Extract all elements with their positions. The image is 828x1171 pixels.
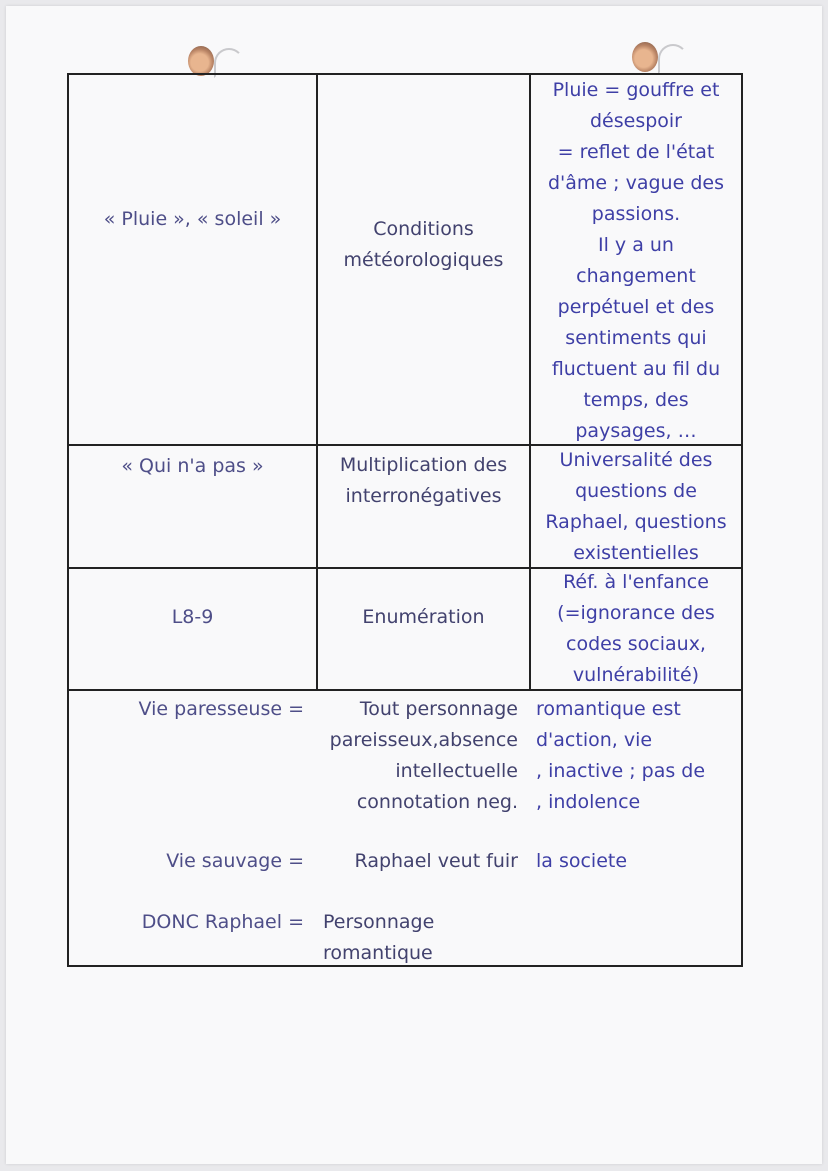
summary-line: , inactive ; pas de — [536, 760, 706, 782]
interpretation-line: Réf. à l'enfance — [563, 571, 709, 593]
row-2-interpretation — [531, 446, 741, 568]
interpretation-line: Raphael, questions — [545, 511, 727, 533]
summary-line: intellectuelle — [395, 760, 518, 782]
procede-line: météorologiques — [343, 249, 504, 271]
summary-line: Tout personnage — [359, 698, 518, 720]
donc-label: DONC Raphael = — [141, 911, 304, 933]
procede-line: interronégatives — [345, 485, 502, 507]
interpretation-line: existentielles — [573, 542, 699, 564]
interpretation-line: Il y a un — [598, 234, 674, 256]
sauvage-right: la societe — [536, 850, 628, 872]
interpretation-line: Pluie = gouffre et — [552, 79, 720, 101]
row-1-procede — [318, 75, 529, 415]
quote-text: « Pluie », « soleil » — [103, 208, 282, 230]
quote-text: « Qui n'a pas » — [121, 454, 264, 477]
interpretation-line: fluctuent au fil du — [551, 358, 721, 380]
interpretation-line: codes sociaux, — [566, 633, 706, 655]
row-2-procede — [318, 446, 529, 516]
procede-line: Multiplication des — [339, 454, 508, 476]
table-border-right — [741, 73, 743, 967]
summary-line: d'action, vie — [536, 729, 653, 751]
interpretation-line: questions de — [575, 480, 697, 502]
sauvage-middle: Raphael veut fuir — [354, 850, 518, 872]
row-1-quote — [69, 75, 316, 364]
summary-line: romantique est — [536, 698, 681, 720]
procede-line: Conditions — [373, 218, 474, 240]
interpretation-line: = reflet de l'état — [557, 141, 715, 163]
summary-line: , indolence — [536, 791, 641, 813]
interpretation-line: changement — [576, 265, 696, 287]
quote-text: L8-9 — [171, 605, 214, 628]
interpretation-line: d'âme ; vague des — [548, 172, 724, 194]
paresse-label: Vie paresseuse = — [138, 698, 304, 720]
row-3-procede — [318, 569, 529, 665]
summary-line: connotation neg. — [356, 791, 518, 813]
row-3-interpretation — [531, 569, 741, 689]
row-2-quote — [69, 446, 316, 486]
procede-line: Enumération — [362, 605, 485, 628]
summary-line: romantique — [323, 942, 433, 964]
interpretation-line: perpétuel et des — [557, 296, 715, 318]
row-3-quote — [69, 569, 316, 665]
paresse-right — [536, 694, 705, 818]
sauvage-label: Vie sauvage = — [166, 850, 304, 872]
interpretation-line: Universalité des — [559, 449, 713, 471]
interpretation-line: sentiments qui — [565, 327, 707, 349]
interpretation-line: vulnérabilité) — [572, 664, 700, 686]
interpretation-line: (=ignorance des — [557, 602, 715, 624]
donc-value — [323, 907, 434, 969]
interpretation-line: paysages, … — [575, 420, 697, 442]
interpretation-line: désespoir — [589, 110, 682, 132]
paresse-middle — [318, 694, 518, 818]
interpretation-line: temps, des — [583, 389, 689, 411]
summary-line: Personnage — [323, 911, 435, 933]
summary-line: pareisseux,absence — [329, 729, 518, 751]
row-1-interpretation — [531, 75, 741, 444]
interpretation-line: passions. — [591, 203, 681, 225]
